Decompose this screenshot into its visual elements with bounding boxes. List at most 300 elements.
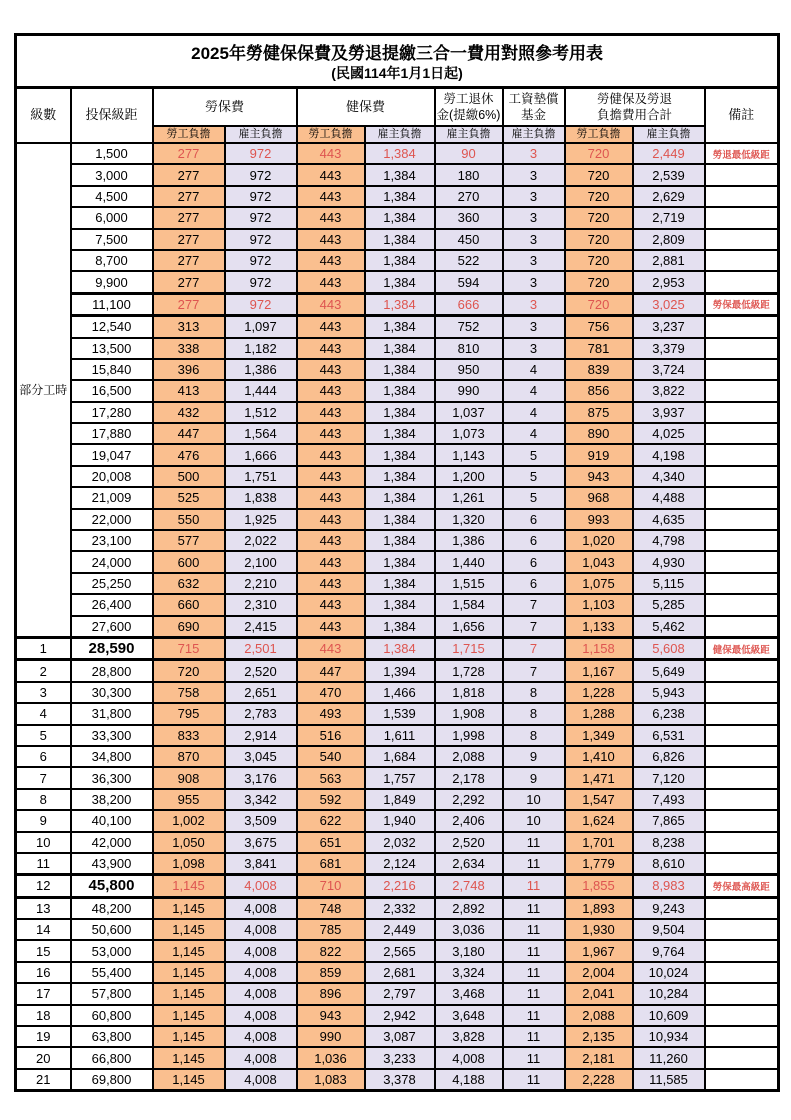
pension-employer-cell: 4,008 — [435, 1047, 503, 1068]
labor-insurance-employee-cell: 720 — [153, 660, 225, 682]
labor-insurance-employer-cell: 4,008 — [225, 875, 297, 897]
labor-insurance-employee-cell: 795 — [153, 703, 225, 724]
pension-employer-cell: 1,386 — [435, 530, 503, 551]
salary-bracket-cell: 7,500 — [71, 229, 153, 250]
table-row — [16, 250, 779, 271]
remark-cell — [705, 853, 779, 875]
labor-insurance-employer-cell: 4,008 — [225, 1047, 297, 1068]
pension-employer-cell: 1,656 — [435, 616, 503, 638]
level-cell: 10 — [16, 832, 71, 853]
total-employer-cell: 9,504 — [633, 919, 705, 940]
total-employer-cell: 3,025 — [633, 293, 705, 315]
labor-insurance-employer-cell: 2,501 — [225, 637, 297, 659]
labor-insurance-employer-cell: 4,008 — [225, 983, 297, 1004]
pension-employer-cell: 3,828 — [435, 1026, 503, 1047]
health-insurance-employee-cell: 443 — [297, 466, 365, 487]
health-insurance-employee-cell: 681 — [297, 853, 365, 875]
total-employer-cell: 5,115 — [633, 573, 705, 594]
labor-insurance-employer-cell: 972 — [225, 293, 297, 315]
health-insurance-employer-cell: 1,384 — [365, 551, 435, 572]
total-employer-cell: 6,826 — [633, 746, 705, 767]
health-insurance-employer-cell: 3,087 — [365, 1026, 435, 1047]
wage-fund-employer-cell: 3 — [503, 207, 565, 228]
pension-employer-cell: 1,073 — [435, 423, 503, 444]
health-insurance-employee-cell: 822 — [297, 940, 365, 961]
total-employer-cell: 6,238 — [633, 703, 705, 724]
table-row — [16, 875, 779, 897]
health-insurance-employer-cell: 2,332 — [365, 897, 435, 919]
total-employee-cell: 720 — [565, 186, 633, 207]
health-insurance-employer-cell: 1,384 — [365, 338, 435, 359]
remark-cell — [705, 250, 779, 271]
table-row — [16, 164, 779, 185]
remark-cell — [705, 316, 779, 338]
labor-insurance-employer-cell: 3,841 — [225, 853, 297, 875]
labor-insurance-employer-cell: 972 — [225, 143, 297, 164]
health-insurance-employer-cell: 1,849 — [365, 789, 435, 810]
col-header-salary: 投保級距 — [71, 88, 153, 144]
remark-cell: 勞退最低級距 — [705, 143, 779, 164]
health-insurance-employee-cell: 443 — [297, 444, 365, 465]
labor-insurance-employer-cell: 1,097 — [225, 316, 297, 338]
salary-bracket-cell: 48,200 — [71, 897, 153, 919]
subheader-labor-employee: 勞工負擔 — [153, 126, 225, 143]
labor-insurance-employee-cell: 660 — [153, 594, 225, 615]
health-insurance-employee-cell: 443 — [297, 594, 365, 615]
labor-insurance-employee-cell: 833 — [153, 725, 225, 746]
pension-employer-cell: 1,200 — [435, 466, 503, 487]
health-insurance-employer-cell: 2,681 — [365, 962, 435, 983]
remark-cell — [705, 789, 779, 810]
remark-cell — [705, 186, 779, 207]
health-insurance-employee-cell: 990 — [297, 1026, 365, 1047]
wage-fund-employer-cell: 11 — [503, 832, 565, 853]
health-insurance-employee-cell: 443 — [297, 338, 365, 359]
labor-insurance-employee-cell: 550 — [153, 509, 225, 530]
total-employer-cell: 2,719 — [633, 207, 705, 228]
table-row — [16, 832, 779, 853]
labor-insurance-employer-cell: 1,512 — [225, 402, 297, 423]
salary-bracket-cell: 17,880 — [71, 423, 153, 444]
table-row — [16, 810, 779, 831]
total-employer-cell: 4,340 — [633, 466, 705, 487]
total-employer-cell: 10,024 — [633, 962, 705, 983]
health-insurance-employee-cell: 443 — [297, 164, 365, 185]
total-employer-cell: 3,937 — [633, 402, 705, 423]
col-header-health-insurance: 健保費 — [297, 88, 435, 127]
wage-fund-employer-cell: 6 — [503, 530, 565, 551]
labor-insurance-employer-cell: 1,925 — [225, 509, 297, 530]
health-insurance-employer-cell: 1,384 — [365, 573, 435, 594]
table-row — [16, 1069, 779, 1091]
total-employee-cell: 1,967 — [565, 940, 633, 961]
health-insurance-employer-cell: 1,466 — [365, 682, 435, 703]
wage-fund-employer-cell: 8 — [503, 682, 565, 703]
pension-employer-cell: 1,515 — [435, 573, 503, 594]
level-cell: 15 — [16, 940, 71, 961]
salary-bracket-cell: 21,009 — [71, 487, 153, 508]
wage-fund-employer-cell: 11 — [503, 1047, 565, 1068]
header-group-row — [16, 88, 779, 127]
health-insurance-employee-cell: 1,036 — [297, 1047, 365, 1068]
health-insurance-employer-cell: 1,384 — [365, 250, 435, 271]
header-line: 勞健保及勞退 — [596, 91, 672, 106]
labor-insurance-employer-cell: 3,045 — [225, 746, 297, 767]
total-employer-cell: 5,649 — [633, 660, 705, 682]
labor-insurance-employee-cell: 277 — [153, 207, 225, 228]
labor-insurance-employer-cell: 4,008 — [225, 1026, 297, 1047]
table-row — [16, 789, 779, 810]
wage-fund-employer-cell: 3 — [503, 293, 565, 315]
part-time-merged-cell: 部分工時 — [16, 143, 71, 637]
health-insurance-employee-cell: 443 — [297, 616, 365, 638]
total-employee-cell: 1,410 — [565, 746, 633, 767]
health-insurance-employer-cell: 1,384 — [365, 487, 435, 508]
labor-insurance-employer-cell: 2,783 — [225, 703, 297, 724]
level-cell: 1 — [16, 637, 71, 659]
health-insurance-employer-cell: 1,384 — [365, 359, 435, 380]
pension-employer-cell: 1,143 — [435, 444, 503, 465]
remark-cell — [705, 551, 779, 572]
level-cell: 5 — [16, 725, 71, 746]
health-insurance-employer-cell: 3,378 — [365, 1069, 435, 1091]
total-employee-cell: 781 — [565, 338, 633, 359]
pension-employer-cell: 2,520 — [435, 832, 503, 853]
total-employee-cell: 1,288 — [565, 703, 633, 724]
total-employee-cell: 1,855 — [565, 875, 633, 897]
level-cell: 21 — [16, 1069, 71, 1091]
labor-insurance-employee-cell: 313 — [153, 316, 225, 338]
salary-bracket-cell: 33,300 — [71, 725, 153, 746]
labor-insurance-employee-cell: 1,145 — [153, 919, 225, 940]
wage-fund-employer-cell: 7 — [503, 594, 565, 615]
labor-insurance-employee-cell: 1,145 — [153, 875, 225, 897]
table-row — [16, 359, 779, 380]
health-insurance-employer-cell: 1,384 — [365, 207, 435, 228]
salary-bracket-cell: 1,500 — [71, 143, 153, 164]
health-insurance-employee-cell: 443 — [297, 271, 365, 293]
health-insurance-employee-cell: 447 — [297, 660, 365, 682]
remark-cell — [705, 487, 779, 508]
total-employee-cell: 1,930 — [565, 919, 633, 940]
wage-fund-employer-cell: 4 — [503, 423, 565, 444]
level-cell: 13 — [16, 897, 71, 919]
subheader-total-employee: 勞工負擔 — [565, 126, 633, 143]
labor-insurance-employee-cell: 870 — [153, 746, 225, 767]
table-row — [16, 271, 779, 293]
page-subtitle: (民國114年1月1日起) — [331, 65, 463, 82]
pension-employer-cell: 2,178 — [435, 767, 503, 788]
table-row — [16, 143, 779, 164]
labor-insurance-employer-cell: 1,564 — [225, 423, 297, 444]
wage-fund-employer-cell: 11 — [503, 983, 565, 1004]
remark-cell — [705, 1026, 779, 1047]
subheader-total-employer: 雇主負擔 — [633, 126, 705, 143]
table-row — [16, 551, 779, 572]
subheader-wage-fund-employer: 雇主負擔 — [503, 126, 565, 143]
health-insurance-employer-cell: 1,757 — [365, 767, 435, 788]
total-employer-cell: 2,629 — [633, 186, 705, 207]
salary-bracket-cell: 20,008 — [71, 466, 153, 487]
level-cell: 4 — [16, 703, 71, 724]
wage-fund-employer-cell: 7 — [503, 660, 565, 682]
labor-insurance-employee-cell: 632 — [153, 573, 225, 594]
wage-fund-employer-cell: 11 — [503, 1005, 565, 1026]
col-header-total — [565, 88, 705, 127]
remark-cell — [705, 940, 779, 961]
salary-bracket-cell: 28,590 — [71, 637, 153, 659]
health-insurance-employee-cell: 443 — [297, 487, 365, 508]
salary-bracket-cell: 36,300 — [71, 767, 153, 788]
salary-bracket-cell: 26,400 — [71, 594, 153, 615]
table-row — [16, 660, 779, 682]
health-insurance-employer-cell: 1,611 — [365, 725, 435, 746]
salary-bracket-cell: 22,000 — [71, 509, 153, 530]
wage-fund-employer-cell: 5 — [503, 487, 565, 508]
table-row — [16, 940, 779, 961]
pension-employer-cell: 270 — [435, 186, 503, 207]
wage-fund-employer-cell: 4 — [503, 380, 565, 401]
labor-insurance-employee-cell: 908 — [153, 767, 225, 788]
table-row — [16, 983, 779, 1004]
wage-fund-employer-cell: 11 — [503, 919, 565, 940]
total-employer-cell: 7,865 — [633, 810, 705, 831]
wage-fund-employer-cell: 11 — [503, 897, 565, 919]
health-insurance-employer-cell: 1,384 — [365, 423, 435, 444]
subheader-labor-employer: 雇主負擔 — [225, 126, 297, 143]
labor-insurance-employee-cell: 338 — [153, 338, 225, 359]
salary-bracket-cell: 25,250 — [71, 573, 153, 594]
total-employee-cell: 919 — [565, 444, 633, 465]
total-employer-cell: 2,539 — [633, 164, 705, 185]
salary-bracket-cell: 6,000 — [71, 207, 153, 228]
total-employee-cell: 1,103 — [565, 594, 633, 615]
total-employee-cell: 1,228 — [565, 682, 633, 703]
total-employee-cell: 720 — [565, 271, 633, 293]
health-insurance-employer-cell: 2,797 — [365, 983, 435, 1004]
labor-insurance-employer-cell: 3,342 — [225, 789, 297, 810]
total-employee-cell: 756 — [565, 316, 633, 338]
salary-bracket-cell: 15,840 — [71, 359, 153, 380]
health-insurance-employer-cell: 1,384 — [365, 316, 435, 338]
total-employer-cell: 4,798 — [633, 530, 705, 551]
total-employee-cell: 1,349 — [565, 725, 633, 746]
wage-fund-employer-cell: 6 — [503, 509, 565, 530]
labor-insurance-employer-cell: 3,675 — [225, 832, 297, 853]
pension-employer-cell: 1,037 — [435, 402, 503, 423]
salary-bracket-cell: 3,000 — [71, 164, 153, 185]
labor-insurance-employee-cell: 1,145 — [153, 983, 225, 1004]
table-row — [16, 1026, 779, 1047]
health-insurance-employer-cell: 1,384 — [365, 594, 435, 615]
health-insurance-employer-cell: 3,233 — [365, 1047, 435, 1068]
pension-employer-cell: 2,088 — [435, 746, 503, 767]
health-insurance-employer-cell: 1,384 — [365, 402, 435, 423]
remark-cell — [705, 660, 779, 682]
total-employer-cell: 3,724 — [633, 359, 705, 380]
col-header-remark: 備註 — [705, 88, 779, 144]
table-row — [16, 746, 779, 767]
header-line: 勞工退休 — [443, 91, 494, 106]
health-insurance-employer-cell: 1,384 — [365, 616, 435, 638]
remark-cell — [705, 444, 779, 465]
total-employer-cell: 4,025 — [633, 423, 705, 444]
salary-bracket-cell: 60,800 — [71, 1005, 153, 1026]
salary-bracket-cell: 17,280 — [71, 402, 153, 423]
pension-employer-cell: 1,908 — [435, 703, 503, 724]
salary-bracket-cell: 9,900 — [71, 271, 153, 293]
total-employee-cell: 1,893 — [565, 897, 633, 919]
table-row — [16, 1005, 779, 1026]
pension-employer-cell: 1,715 — [435, 637, 503, 659]
health-insurance-employer-cell: 2,449 — [365, 919, 435, 940]
remark-cell — [705, 703, 779, 724]
total-employee-cell: 993 — [565, 509, 633, 530]
health-insurance-employee-cell: 443 — [297, 530, 365, 551]
table-row — [16, 338, 779, 359]
wage-fund-employer-cell: 8 — [503, 703, 565, 724]
remark-cell: 健保最低級距 — [705, 637, 779, 659]
total-employee-cell: 839 — [565, 359, 633, 380]
labor-insurance-employee-cell: 1,145 — [153, 1069, 225, 1091]
remark-cell — [705, 338, 779, 359]
salary-bracket-cell: 42,000 — [71, 832, 153, 853]
health-insurance-employee-cell: 1,083 — [297, 1069, 365, 1091]
total-employer-cell: 4,930 — [633, 551, 705, 572]
health-insurance-employee-cell: 516 — [297, 725, 365, 746]
level-cell: 8 — [16, 789, 71, 810]
remark-cell — [705, 594, 779, 615]
total-employee-cell: 720 — [565, 229, 633, 250]
table-row — [16, 487, 779, 508]
total-employee-cell: 890 — [565, 423, 633, 444]
wage-fund-employer-cell: 3 — [503, 338, 565, 359]
salary-bracket-cell: 45,800 — [71, 875, 153, 897]
remark-cell — [705, 509, 779, 530]
total-employer-cell: 9,243 — [633, 897, 705, 919]
total-employee-cell: 1,043 — [565, 551, 633, 572]
pension-employer-cell: 180 — [435, 164, 503, 185]
subheader-health-employee: 勞工負擔 — [297, 126, 365, 143]
level-cell: 20 — [16, 1047, 71, 1068]
total-employer-cell: 2,953 — [633, 271, 705, 293]
subheader-pension-employer: 雇主負擔 — [435, 126, 503, 143]
health-insurance-employee-cell: 651 — [297, 832, 365, 853]
health-insurance-employee-cell: 443 — [297, 402, 365, 423]
labor-insurance-employer-cell: 2,022 — [225, 530, 297, 551]
wage-fund-employer-cell: 11 — [503, 940, 565, 961]
wage-fund-employer-cell: 3 — [503, 186, 565, 207]
total-employee-cell: 1,547 — [565, 789, 633, 810]
salary-bracket-cell: 50,600 — [71, 919, 153, 940]
total-employee-cell: 1,020 — [565, 530, 633, 551]
pension-employer-cell: 1,818 — [435, 682, 503, 703]
total-employee-cell: 1,133 — [565, 616, 633, 638]
labor-insurance-employer-cell: 972 — [225, 250, 297, 271]
level-cell: 3 — [16, 682, 71, 703]
health-insurance-employer-cell: 1,384 — [365, 164, 435, 185]
labor-insurance-employee-cell: 690 — [153, 616, 225, 638]
health-insurance-employee-cell: 470 — [297, 682, 365, 703]
total-employee-cell: 2,228 — [565, 1069, 633, 1091]
health-insurance-employer-cell: 1,384 — [365, 143, 435, 164]
total-employee-cell: 2,088 — [565, 1005, 633, 1026]
pension-employer-cell: 90 — [435, 143, 503, 164]
wage-fund-employer-cell: 3 — [503, 250, 565, 271]
table-row — [16, 919, 779, 940]
labor-insurance-employer-cell: 1,444 — [225, 380, 297, 401]
salary-bracket-cell: 57,800 — [71, 983, 153, 1004]
labor-insurance-employee-cell: 277 — [153, 186, 225, 207]
labor-insurance-employee-cell: 600 — [153, 551, 225, 572]
pension-employer-cell: 1,998 — [435, 725, 503, 746]
remark-cell — [705, 897, 779, 919]
health-insurance-employer-cell: 1,384 — [365, 637, 435, 659]
wage-fund-employer-cell: 9 — [503, 767, 565, 788]
total-employer-cell: 6,531 — [633, 725, 705, 746]
pension-employer-cell: 2,292 — [435, 789, 503, 810]
health-insurance-employee-cell: 859 — [297, 962, 365, 983]
labor-insurance-employer-cell: 972 — [225, 229, 297, 250]
labor-insurance-employer-cell: 4,008 — [225, 1069, 297, 1091]
level-cell: 19 — [16, 1026, 71, 1047]
labor-insurance-employer-cell: 1,751 — [225, 466, 297, 487]
salary-bracket-cell: 4,500 — [71, 186, 153, 207]
salary-bracket-cell: 27,600 — [71, 616, 153, 638]
salary-bracket-cell: 24,000 — [71, 551, 153, 572]
wage-fund-employer-cell: 3 — [503, 229, 565, 250]
remark-cell: 勞保最高級距 — [705, 875, 779, 897]
total-employee-cell: 943 — [565, 466, 633, 487]
wage-fund-employer-cell: 11 — [503, 1026, 565, 1047]
salary-bracket-cell: 43,900 — [71, 853, 153, 875]
labor-insurance-employee-cell: 1,002 — [153, 810, 225, 831]
wage-fund-employer-cell: 3 — [503, 271, 565, 293]
wage-fund-employer-cell: 3 — [503, 143, 565, 164]
labor-insurance-employer-cell: 2,100 — [225, 551, 297, 572]
pension-employer-cell: 360 — [435, 207, 503, 228]
health-insurance-employee-cell: 443 — [297, 293, 365, 315]
total-employee-cell: 1,701 — [565, 832, 633, 853]
total-employer-cell: 2,449 — [633, 143, 705, 164]
salary-bracket-cell: 31,800 — [71, 703, 153, 724]
health-insurance-employer-cell: 1,384 — [365, 186, 435, 207]
labor-insurance-employer-cell: 972 — [225, 164, 297, 185]
health-insurance-employee-cell: 896 — [297, 983, 365, 1004]
wage-fund-employer-cell: 6 — [503, 551, 565, 572]
health-insurance-employee-cell: 443 — [297, 186, 365, 207]
col-header-labor-insurance: 勞保費 — [153, 88, 297, 127]
wage-fund-employer-cell: 10 — [503, 810, 565, 831]
pension-employer-cell: 1,584 — [435, 594, 503, 615]
remark-cell — [705, 810, 779, 831]
level-cell: 17 — [16, 983, 71, 1004]
pension-employer-cell: 810 — [435, 338, 503, 359]
labor-insurance-employer-cell: 1,666 — [225, 444, 297, 465]
pension-employer-cell: 3,180 — [435, 940, 503, 961]
remark-cell — [705, 919, 779, 940]
pension-employer-cell: 752 — [435, 316, 503, 338]
health-insurance-employer-cell: 1,684 — [365, 746, 435, 767]
wage-fund-employer-cell: 3 — [503, 316, 565, 338]
table-row — [16, 380, 779, 401]
health-insurance-employee-cell: 748 — [297, 897, 365, 919]
labor-insurance-employee-cell: 1,145 — [153, 962, 225, 983]
total-employee-cell: 2,135 — [565, 1026, 633, 1047]
remark-cell — [705, 530, 779, 551]
health-insurance-employer-cell: 2,565 — [365, 940, 435, 961]
total-employer-cell: 5,608 — [633, 637, 705, 659]
